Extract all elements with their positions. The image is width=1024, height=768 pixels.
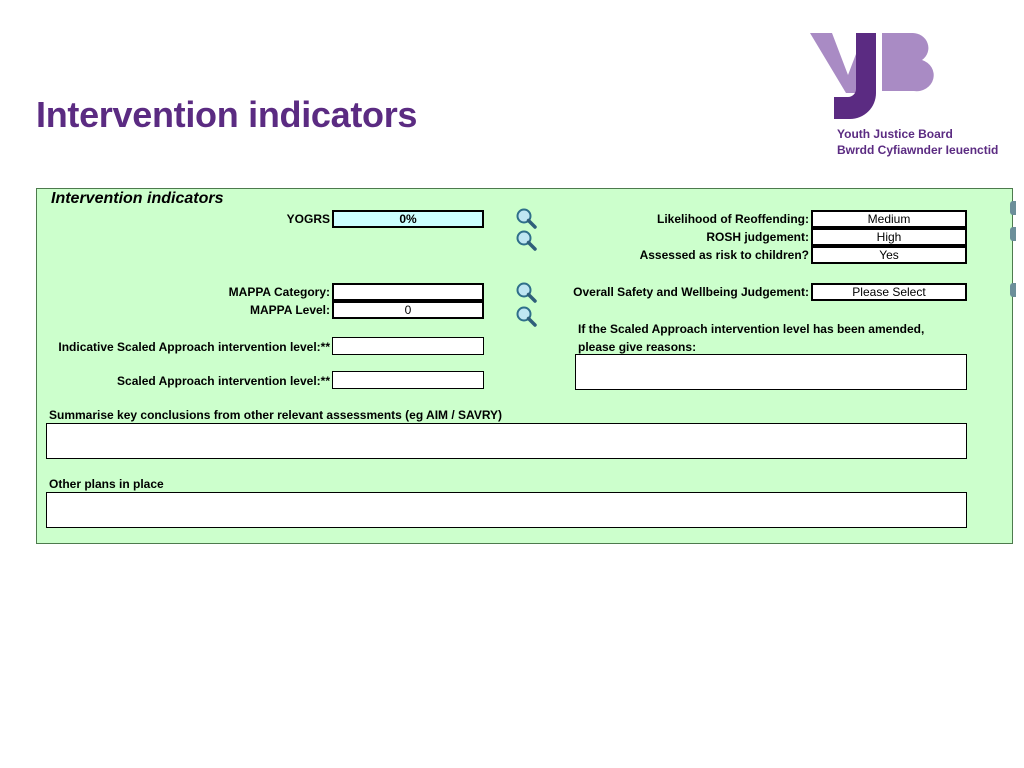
other-plans-label: Other plans in place bbox=[49, 477, 164, 491]
magnifier-icon[interactable] bbox=[515, 207, 537, 229]
rosh-field[interactable]: High bbox=[811, 228, 967, 246]
rosh-label: ROSH judgement: bbox=[706, 230, 809, 244]
panel-title: Intervention indicators bbox=[51, 190, 224, 207]
summary-label: Summarise key conclusions from other relevant assessments (eg AIM / SAVRY) bbox=[49, 408, 503, 422]
yjb-logo-mark bbox=[810, 33, 940, 125]
mappa-level-label: MAPPA Level: bbox=[249, 303, 330, 317]
magnifier-icon[interactable] bbox=[515, 229, 537, 251]
children-risk-field[interactable]: Yes bbox=[811, 246, 967, 264]
safety-select[interactable]: Please Select bbox=[811, 283, 967, 301]
yogrs-field[interactable]: 0% bbox=[332, 210, 484, 228]
children-risk-label: Assessed as risk to children? bbox=[639, 248, 809, 262]
safety-label: Overall Safety and Wellbeing Judgement: bbox=[573, 285, 809, 299]
indicative-level-label: Indicative Scaled Approach intervention level:** bbox=[58, 340, 330, 354]
amended-reasons-textarea[interactable] bbox=[575, 354, 967, 390]
edge-control-marker[interactable] bbox=[1010, 201, 1016, 215]
yjb-logo bbox=[810, 33, 1010, 163]
yogrs-label: YOGRS bbox=[286, 212, 330, 226]
magnifier-icon[interactable] bbox=[515, 281, 537, 303]
mappa-category-field[interactable] bbox=[332, 283, 484, 301]
page-title: Intervention indicators bbox=[36, 94, 418, 135]
logo-text-english: Youth Justice Board bbox=[837, 127, 953, 141]
intervention-panel bbox=[36, 188, 1013, 544]
logo-text-welsh: Bwrdd Cyfiawnder Ieuenctid bbox=[837, 143, 999, 157]
summary-textarea[interactable] bbox=[46, 423, 967, 459]
mappa-category-label: MAPPA Category: bbox=[228, 285, 330, 299]
edge-control-marker[interactable] bbox=[1010, 283, 1016, 297]
scaled-level-field[interactable] bbox=[332, 371, 484, 389]
reoffending-label: Likelihood of Reoffending: bbox=[657, 212, 809, 226]
magnifier-icon[interactable] bbox=[515, 305, 537, 327]
amended-reasons-label-line1: If the Scaled Approach intervention level has been amended, bbox=[578, 322, 925, 336]
indicative-level-field[interactable] bbox=[332, 337, 484, 355]
reoffending-field[interactable]: Medium bbox=[811, 210, 967, 228]
edge-control-marker[interactable] bbox=[1010, 227, 1016, 241]
other-plans-textarea[interactable] bbox=[46, 492, 967, 528]
mappa-level-field[interactable]: 0 bbox=[332, 301, 484, 319]
scaled-level-label: Scaled Approach intervention level:** bbox=[117, 374, 330, 388]
amended-reasons-label-line2: please give reasons: bbox=[578, 340, 697, 354]
